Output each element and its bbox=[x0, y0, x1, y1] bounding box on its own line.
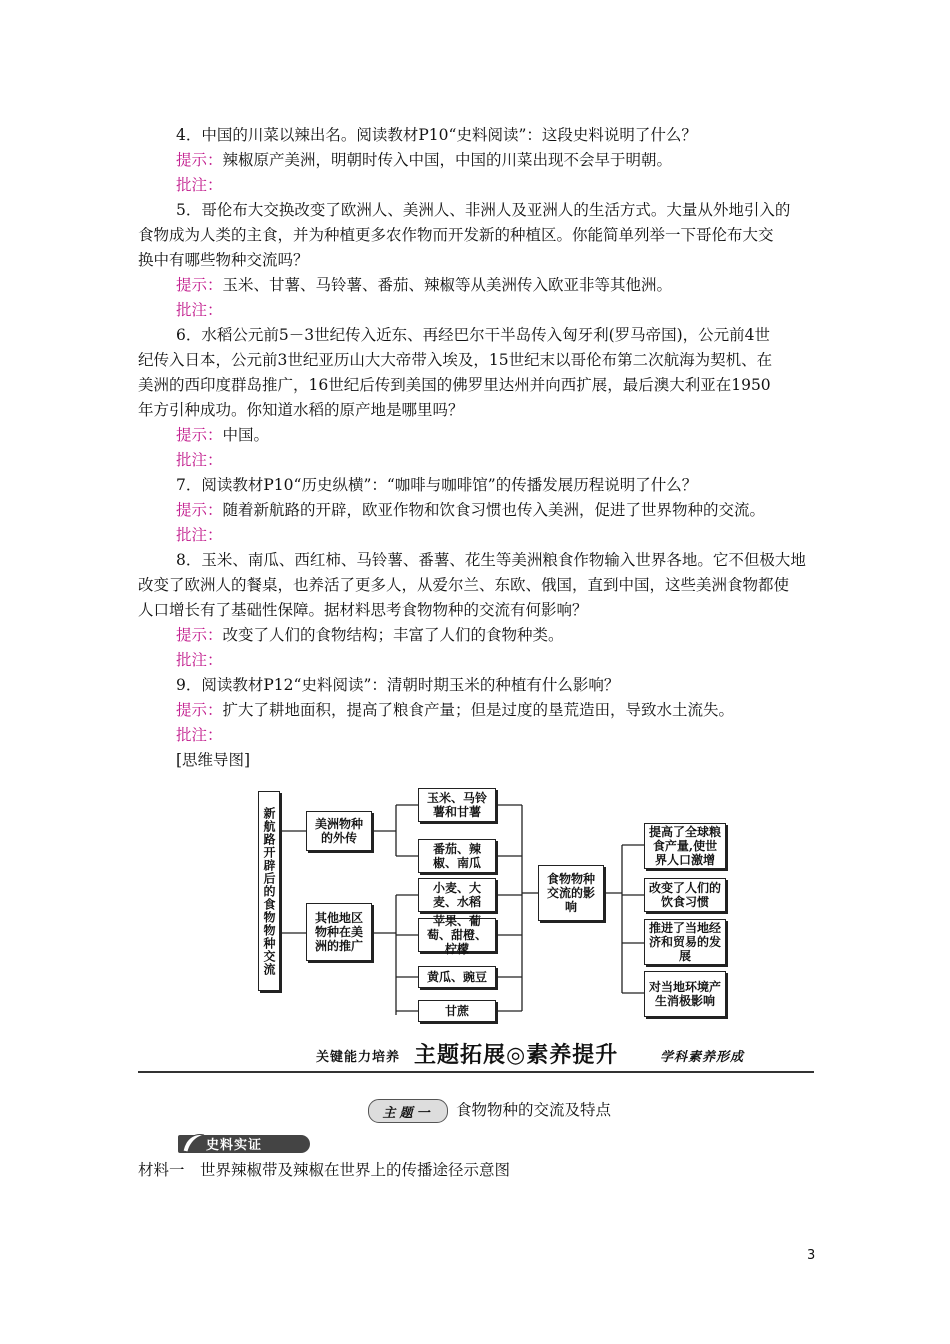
q6-hint-line bbox=[176, 423, 269, 448]
hint-label: 提示： bbox=[176, 501, 223, 519]
q8-hint: 改变了人们的食物结构；丰富了人们的食物种类。 bbox=[222, 626, 564, 644]
q6-question-4: 年方引种成功。你知道水稻的原产地是哪里吗？ bbox=[138, 401, 464, 419]
topic-badge: 主题一 bbox=[368, 1099, 448, 1123]
q6-question-2: 纪传入日本，公元前3世纪亚历山大大帝带入埃及，15世纪末以哥伦布第二次航海为契机、在 bbox=[138, 351, 773, 369]
q9-hint-line bbox=[176, 698, 734, 723]
mindmap-branch-americas-export: 美洲物种的外传 bbox=[306, 811, 372, 851]
q8-question-1: 8．玉米、南瓜、西红柿、马铃薯、番薯、花生等美洲粮食作物输入世界各地。它不但极大地 bbox=[176, 551, 806, 569]
q7-note: 批注： bbox=[176, 526, 223, 544]
q7-question: 7．阅读教材P10“历史纵横”：“咖啡与咖啡馆”的传播发展历程说明了什么？ bbox=[176, 476, 698, 494]
hint-label: 提示： bbox=[176, 276, 223, 294]
topic-title: 食物物种的交流及特点 bbox=[456, 1101, 612, 1119]
mindmap-effect: 对当地环境产生消极影响 bbox=[644, 971, 726, 1017]
q8-note: 批注： bbox=[176, 651, 223, 669]
section-tag bbox=[178, 1131, 310, 1155]
section-tag-label: 史料实证 bbox=[206, 1138, 263, 1153]
section-banner bbox=[138, 1037, 814, 1071]
mindmap-effect: 提高了全球粮食产量,使世界人口激增 bbox=[644, 823, 726, 869]
mindmap-center: 食物物种交流的影响 bbox=[538, 865, 604, 921]
q4-question: 4．中国的川菜以辣出名。阅读教材P10“史料阅读”：这段史料说明了什么？ bbox=[176, 126, 697, 144]
hint-label: 提示： bbox=[176, 151, 223, 169]
mindmap-effect: 推进了当地经济和贸易的发展 bbox=[644, 919, 726, 965]
mindmap-effect: 改变了人们的饮食习惯 bbox=[644, 878, 726, 912]
material-1: 材料一 世界辣椒带及辣椒在世界上的传播途径示意图 bbox=[138, 1161, 511, 1179]
q5-question-1: 5．哥伦布大交换改变了欧洲人、美洲人、非洲人及亚洲人的生活方式。大量从外地引入的 bbox=[176, 201, 791, 219]
q9-note: 批注： bbox=[176, 726, 223, 744]
q4-hint-line bbox=[176, 148, 672, 173]
q5-note: 批注： bbox=[176, 301, 223, 319]
banner-left-text: 关键能力培养 bbox=[316, 1050, 401, 1065]
banner-title: 主题拓展◎素养提升 bbox=[414, 1043, 619, 1068]
banner-divider bbox=[138, 1071, 814, 1073]
q8-question-3: 人口增长有了基础性保障。据材料思考食物物种的交流有何影响？ bbox=[138, 601, 588, 619]
q6-hint: 中国。 bbox=[222, 426, 270, 444]
q8-hint-line bbox=[176, 623, 564, 648]
mindmap-root: 新航路开辟后的食物物种交流 bbox=[258, 791, 280, 991]
mindmap-leaf: 番茄、辣椒、南瓜 bbox=[418, 839, 496, 873]
q6-note: 批注： bbox=[176, 451, 223, 469]
page-number: 3 bbox=[807, 1248, 816, 1263]
mindmap-leaf: 黄瓜、豌豆 bbox=[418, 966, 496, 988]
mindmap-leaf: 甘蔗 bbox=[418, 1000, 496, 1022]
q5-hint: 玉米、甘薯、马铃薯、番茄、辣椒等从美洲传入欧亚非等其他洲。 bbox=[222, 276, 673, 294]
q5-question-3: 换中有哪些物种交流吗？ bbox=[138, 251, 309, 269]
q7-hint: 随着新航路的开辟，欧亚作物和饮食习惯也传入美洲，促进了世界物种的交流。 bbox=[222, 501, 766, 519]
q4-hint: 辣椒原产美洲，明朝时传入中国，中国的川菜出现不会早于明朝。 bbox=[222, 151, 673, 169]
q5-question-2: 食物成为人类的主食，并为种植更多农作物而开发新的种植区。你能简单列举一下哥伦布大交 bbox=[138, 226, 774, 244]
mindmap-leaf: 玉米、马铃薯和甘薯 bbox=[418, 788, 496, 822]
q8-question-2: 改变了欧洲人的餐桌，也养活了更多人，从爱尔兰、东欧、俄国，直到中国，这些美洲食物都使 bbox=[138, 576, 790, 594]
mindmap-heading: [思维导图] bbox=[176, 751, 251, 769]
banner-right-text: 学科素养形成 bbox=[660, 1050, 745, 1065]
q4-note: 批注： bbox=[176, 176, 223, 194]
hint-label: 提示： bbox=[176, 426, 223, 444]
hint-label: 提示： bbox=[176, 701, 223, 719]
q6-question-1: 6．水稻公元前5－3世纪传入近东、再经巴尔干半岛传入匈牙利(罗马帝国)，公元前4世 bbox=[176, 326, 771, 344]
mindmap-branch-americas-import: 其他地区物种在美洲的推广 bbox=[306, 903, 372, 961]
mind-map bbox=[258, 783, 728, 1023]
q9-question: 9．阅读教材P12“史料阅读”：清朝时期玉米的种植有什么影响？ bbox=[176, 676, 620, 694]
q7-hint-line bbox=[176, 498, 765, 523]
hint-label: 提示： bbox=[176, 626, 223, 644]
mindmap-leaf: 苹果、葡萄、甜橙、柠檬 bbox=[418, 918, 496, 952]
q9-hint: 扩大了耕地面积，提高了粮食产量；但是过度的垦荒造田，导致水土流失。 bbox=[222, 701, 735, 719]
mindmap-leaf: 小麦、大麦、水稻 bbox=[418, 878, 496, 912]
q5-hint-line bbox=[176, 273, 672, 298]
q6-question-3: 美洲的西印度群岛推广，16世纪后传到美国的佛罗里达州并向西扩展，最后澳大利亚在1950 bbox=[138, 376, 771, 394]
tag-swirl-icon bbox=[180, 1131, 206, 1155]
